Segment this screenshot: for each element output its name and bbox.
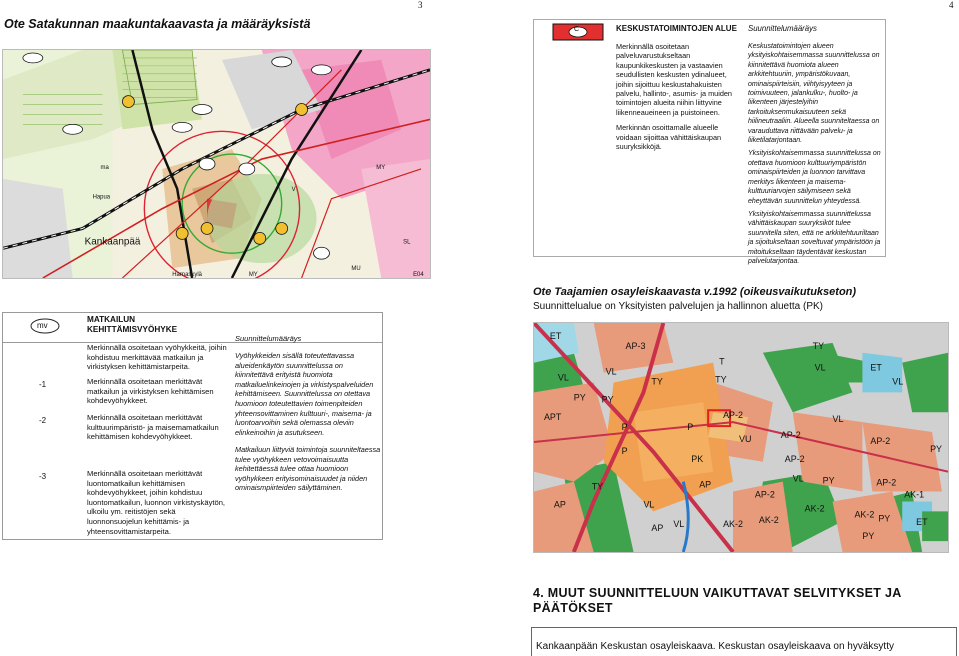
svg-text:E04: E04 (413, 272, 424, 278)
regional-plan-map-drawing (3, 50, 430, 278)
svg-text:AK-2: AK-2 (723, 519, 743, 530)
svg-text:P: P (687, 422, 694, 433)
svg-text:T: T (719, 356, 725, 367)
svg-text:AP: AP (553, 499, 566, 510)
svg-text:ET: ET (870, 362, 882, 373)
svg-text:VL: VL (792, 473, 804, 484)
svg-text:PY: PY (878, 513, 891, 524)
svg-text:PY: PY (822, 475, 835, 486)
svg-text:MY: MY (248, 272, 258, 278)
page-number-left: 3 (418, 0, 423, 10)
legend-row-text: Merkinnällä osoitetaan merkittävät kulttuurimpäristö- ja maisemamatkailun kehittämisen kohdevyöhykkeet. (87, 413, 219, 442)
footer-box (531, 627, 957, 656)
poster-note-paragraph: Yksityiskohtaisemmassa suunnittelussa vähittäiskaupan suuryksiköt tulee suunnitella siten, että ne arkkitehtuuriltaan ja sijoitukseltaan soveltuvat ympäristöön ja mitoitukseltaan täydentävät keskustan palvelutarjontaa. (748, 210, 881, 265)
svg-text:AP-3: AP-3 (625, 340, 646, 351)
svg-text:AP: AP (651, 523, 664, 534)
svg-text:Kankaanpää: Kankaanpää (84, 236, 141, 248)
svg-text:TY: TY (715, 374, 727, 385)
legend-row-text: Merkinnällä osoitetaan merkittävät luontomatkailun kehittämisen kohdevyöhykkeet, joihin kohdistuu luontomatkailun, luonnon virkistyskäytön, ulkoilu ym. reitistöjen sekä luonnonsuojelun kehittämis- ja yhteensovittamistarpeita. (87, 469, 226, 536)
svg-text:AK-2: AK-2 (804, 503, 825, 514)
svg-text:PY: PY (930, 443, 943, 454)
svg-text:AK-2: AK-2 (758, 515, 779, 526)
svg-text:PK: PK (691, 453, 704, 464)
town-plan-map-drawing (534, 323, 948, 552)
legend-header-title: MATKAILUN KEHITTÄMISVYÖHYKE (87, 315, 178, 334)
svg-text:TY: TY (812, 340, 825, 351)
svg-text:ET: ET (549, 330, 562, 341)
caption-title: Ote Taajamien osayleiskaavasta v.1992 (oikeusvaikutukseton) (533, 286, 857, 298)
svg-text:TY: TY (651, 376, 663, 387)
svg-text:SL: SL (403, 239, 411, 246)
svg-text:PY: PY (862, 531, 875, 542)
svg-text:VL: VL (892, 376, 904, 387)
svg-text:P: P (621, 445, 628, 456)
svg-text:AP-2: AP-2 (754, 489, 775, 500)
svg-text:ma: ma (100, 164, 109, 171)
tourism-zone-code: mv (37, 321, 48, 330)
regional-plan-map (2, 49, 431, 279)
svg-text:TY: TY (591, 481, 604, 492)
legend-header-row (3, 313, 382, 343)
svg-text:APT: APT (543, 412, 562, 423)
svg-text:AP-2: AP-2 (876, 477, 897, 488)
legend-row (3, 377, 382, 413)
legend-row-note: Vyöhykkeiden sisällä toteutettavassa alueidenkäytön suunnittelussa on kiinnitettävä erityistä huomiota matkailuelinkeinojen ja virkistyspalveluiden kehittämiseen. Suunnittelussa on otettava huomioon toteutettavien toimenpiteiden yhteensovittaminen kulttuuri-, maisema- ja luontoarvoihin sekä olemassa oleviin elinkeinoihin ja asutukseen. (235, 351, 374, 437)
poster-title: KESKUSTATOIMINTOJEN ALUE (616, 24, 737, 33)
svg-text:P: P (621, 422, 628, 433)
central-functions-legend (533, 19, 886, 265)
section-heading: 4. MUUT SUUNNITTELUUN VAIKUTTAVAT SELVITYKSET JA PÄÄTÖKSET (533, 586, 902, 615)
svg-text:VL: VL (832, 414, 844, 425)
poster-note-paragraph: Keskustatoimintojen alueen yksityiskohtaisemmassa suunnittelussa on kiinnitettävä huomiota alueen arkkitehtuuriin, ympäristökuvaan, ominaispiirteisiin, viihtyisyyteen ja toimivuuteen, jalankulku-, huolto- ja liikenteen järjestelyihin tarkoituksenmukaisuuteen sekä hiilineutraaliin. Alueella suunniteltaessa on varauduttava riittävään palvelu- ja liiketilatarjontaan. (748, 43, 880, 145)
legend-row-text: Merkinnällä osoitetaan merkittävät matkailun ja virkistyksen kehittämisen kohdevyöhykkeet. (87, 377, 214, 406)
poster-note-column (748, 42, 884, 266)
svg-text:MU: MU (351, 266, 361, 273)
town-plan-map (533, 322, 949, 553)
tourism-zone-legend (2, 312, 383, 540)
svg-text:VU: VU (739, 433, 752, 444)
legend-row-text: Merkinnällä osoitetaan vyöhykkeitä, joihin kohdistuu merkittävää matkailun ja virkistyksen kehittämistarpeita. (87, 343, 227, 372)
svg-text:AP-2: AP-2 (780, 430, 801, 440)
poster-rule-column (616, 42, 744, 151)
page-number-right: 4 (949, 0, 954, 10)
poster-rule-paragraph: Merkinnällä osoitetaan palveluvarustukseltaan kaupunkikeskusten ja vastaavien seudullisten keskusten ydinalueet, joihin sijoittuu keskustahakuisten palvelu, hallinto-, asumis- ja muiden toimintojen alueita niihin liittyvine liikenneaueineen ja puistoineen. (616, 42, 732, 117)
svg-text:V: V (291, 186, 296, 193)
legend-row (3, 413, 382, 493)
svg-text:ET: ET (916, 517, 928, 528)
caption-subtitle: Suunnittelualue on Yksityisten palvelujen ja hallinnon aluetta (PK) (533, 301, 824, 312)
legend-row-note: Matkailuun liittyviä toimintoja suunniteltaessa tulee vyöhykkeen vetovoimaisuutta kehitettäessä tulee ottaa huomioon vyöhykkeen erityisominaisuudet ja niiden ominaismpiirteiden säilyttäminen. (235, 445, 381, 493)
svg-text:r: r (339, 95, 342, 102)
svg-text:AK-2: AK-2 (854, 509, 875, 520)
legend-row (3, 469, 382, 539)
left-page-title: Ote Satakunnan maakuntakaavasta ja määräyksistä (4, 17, 311, 31)
svg-text:AP-2: AP-2 (723, 410, 743, 421)
svg-text:PY: PY (601, 394, 614, 405)
svg-text:VL: VL (557, 372, 569, 383)
poster-rule-paragraph: Merkinnän osoittamalle alueelle voidaan sijoittaa vähittäiskaupan suuryksikköjä. (616, 123, 722, 152)
svg-text:Hapua: Hapua (92, 194, 111, 201)
legend-row-code: -1 (39, 380, 47, 389)
svg-text:VL: VL (673, 519, 685, 530)
poster-note-title: Suunnittelumääräys (748, 24, 817, 33)
footer-text: Kankaanpään Keskustan osayleiskaava. Keskustan osayleiskaava on hyväksytty (536, 641, 894, 652)
svg-text:VL: VL (605, 366, 617, 377)
svg-text:Harnaskylä: Harnaskylä (172, 272, 202, 278)
legend-row-code: -3 (39, 472, 47, 481)
poster-note-paragraph: Yksityiskohtaisemmassa suunnittelussa on otettava huomioon kulttuuriympäristön ominaispiirteiden ja luonnon tarvittava merkitys liikenteen ja maisema-kulttuuriarvojen säilymiseen sekä eheyttävän suunnittelun yhteydessä. (748, 150, 881, 205)
svg-text:VL: VL (643, 499, 655, 510)
svg-text:MY: MY (376, 164, 386, 171)
svg-text:AK-1: AK-1 (904, 489, 925, 500)
svg-text:PY: PY (573, 392, 586, 403)
legend-header-note: Suunnittelumääräys (235, 334, 302, 343)
svg-text:VL: VL (814, 362, 826, 373)
svg-text:AP-2: AP-2 (784, 453, 805, 464)
svg-text:AP: AP (699, 479, 712, 490)
legend-row-code: -2 (39, 416, 47, 425)
central-functions-code: C (574, 26, 580, 33)
svg-text:AP-2: AP-2 (870, 435, 891, 446)
